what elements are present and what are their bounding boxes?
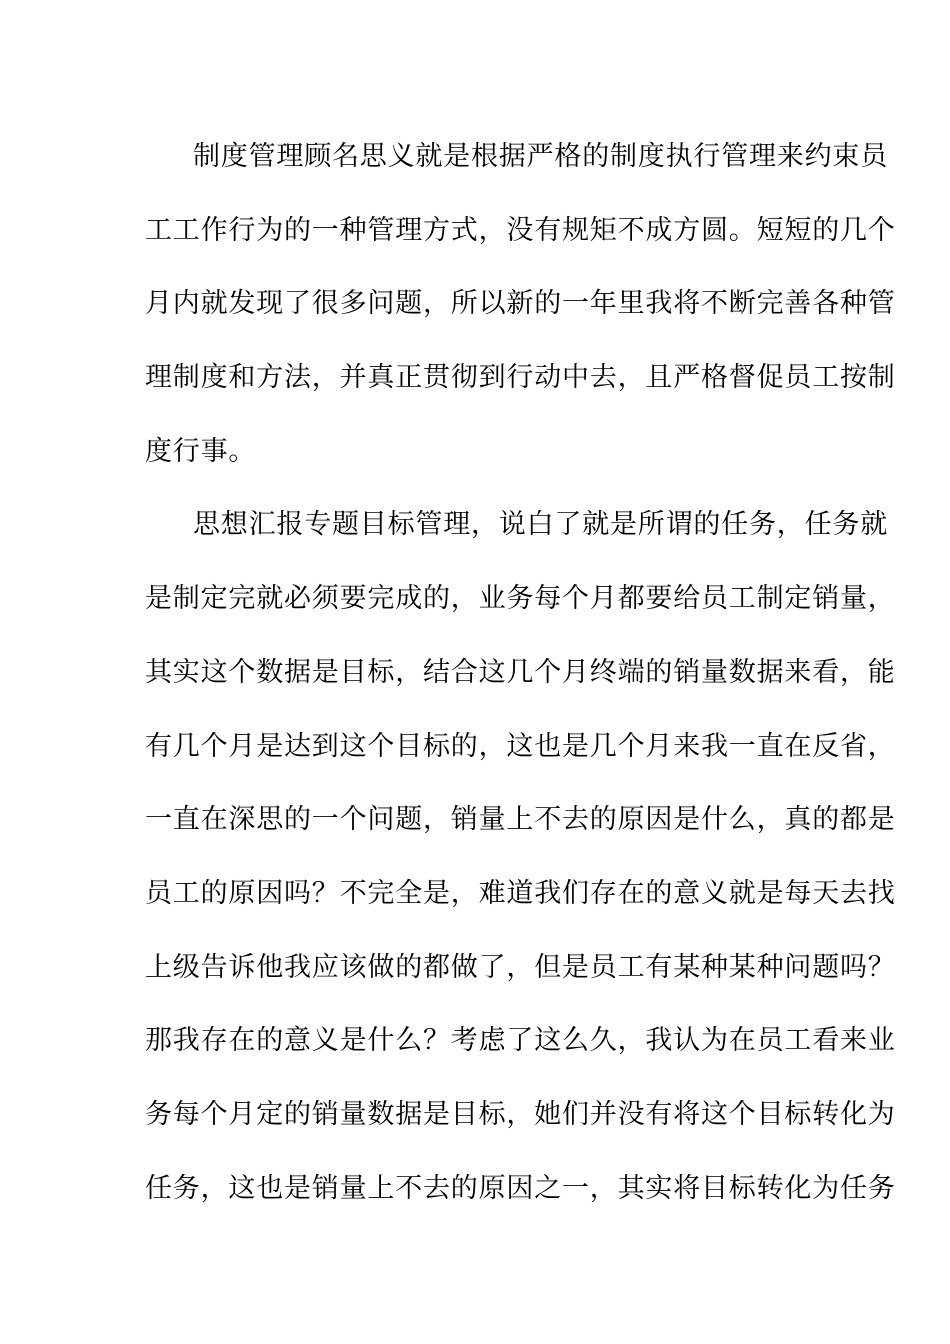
document-body	[145, 120, 896, 1225]
paragraph-target-management	[145, 488, 896, 1225]
text-line: 一直在深思的一个问题，销量上不去的原因是什么，真的都是	[145, 804, 896, 836]
text-line: 工工作行为的一种管理方式，没有规矩不成方圆。短短的几个	[145, 214, 896, 246]
text-line: 务每个月定的销量数据是目标，她们并没有将这个目标转化为	[145, 1098, 896, 1130]
text-line: 制度管理顾名思义就是根据严格的制度执行管理来约束员	[193, 141, 888, 172]
text-line: 员工的原因吗？不完全是，难道我们存在的意义就是每天去找	[145, 877, 896, 909]
text-line: 月内就发现了很多问题，所以新的一年里我将不断完善各种管	[145, 288, 896, 320]
text-line: 度行事。	[145, 435, 257, 467]
text-line: 是制定完就必须要完成的，业务每个月都要给员工制定销量，	[145, 583, 896, 615]
text-line: 其实这个数据是目标，结合这几个月终端的销量数据来看，能	[145, 656, 896, 688]
text-line: 理制度和方法，并真正贯彻到行动中去，且严格督促员工按制	[145, 362, 896, 394]
text-line: 上级告诉他我应该做的都做了，但是员工有某种某种问题吗？	[145, 951, 896, 983]
text-line: 那我存在的意义是什么？考虑了这么久，我认为在员工看来业	[145, 1025, 896, 1057]
text-line: 任务，这也是销量上不去的原因之一，其实将目标转化为任务	[145, 1172, 896, 1204]
text-line: 思想汇报专题目标管理，说白了就是所谓的任务，任务就	[193, 509, 888, 541]
text-line: 有几个月是达到这个目标的，这也是几个月来我一直在反省，	[145, 730, 896, 762]
paragraph-system-management	[145, 120, 896, 488]
